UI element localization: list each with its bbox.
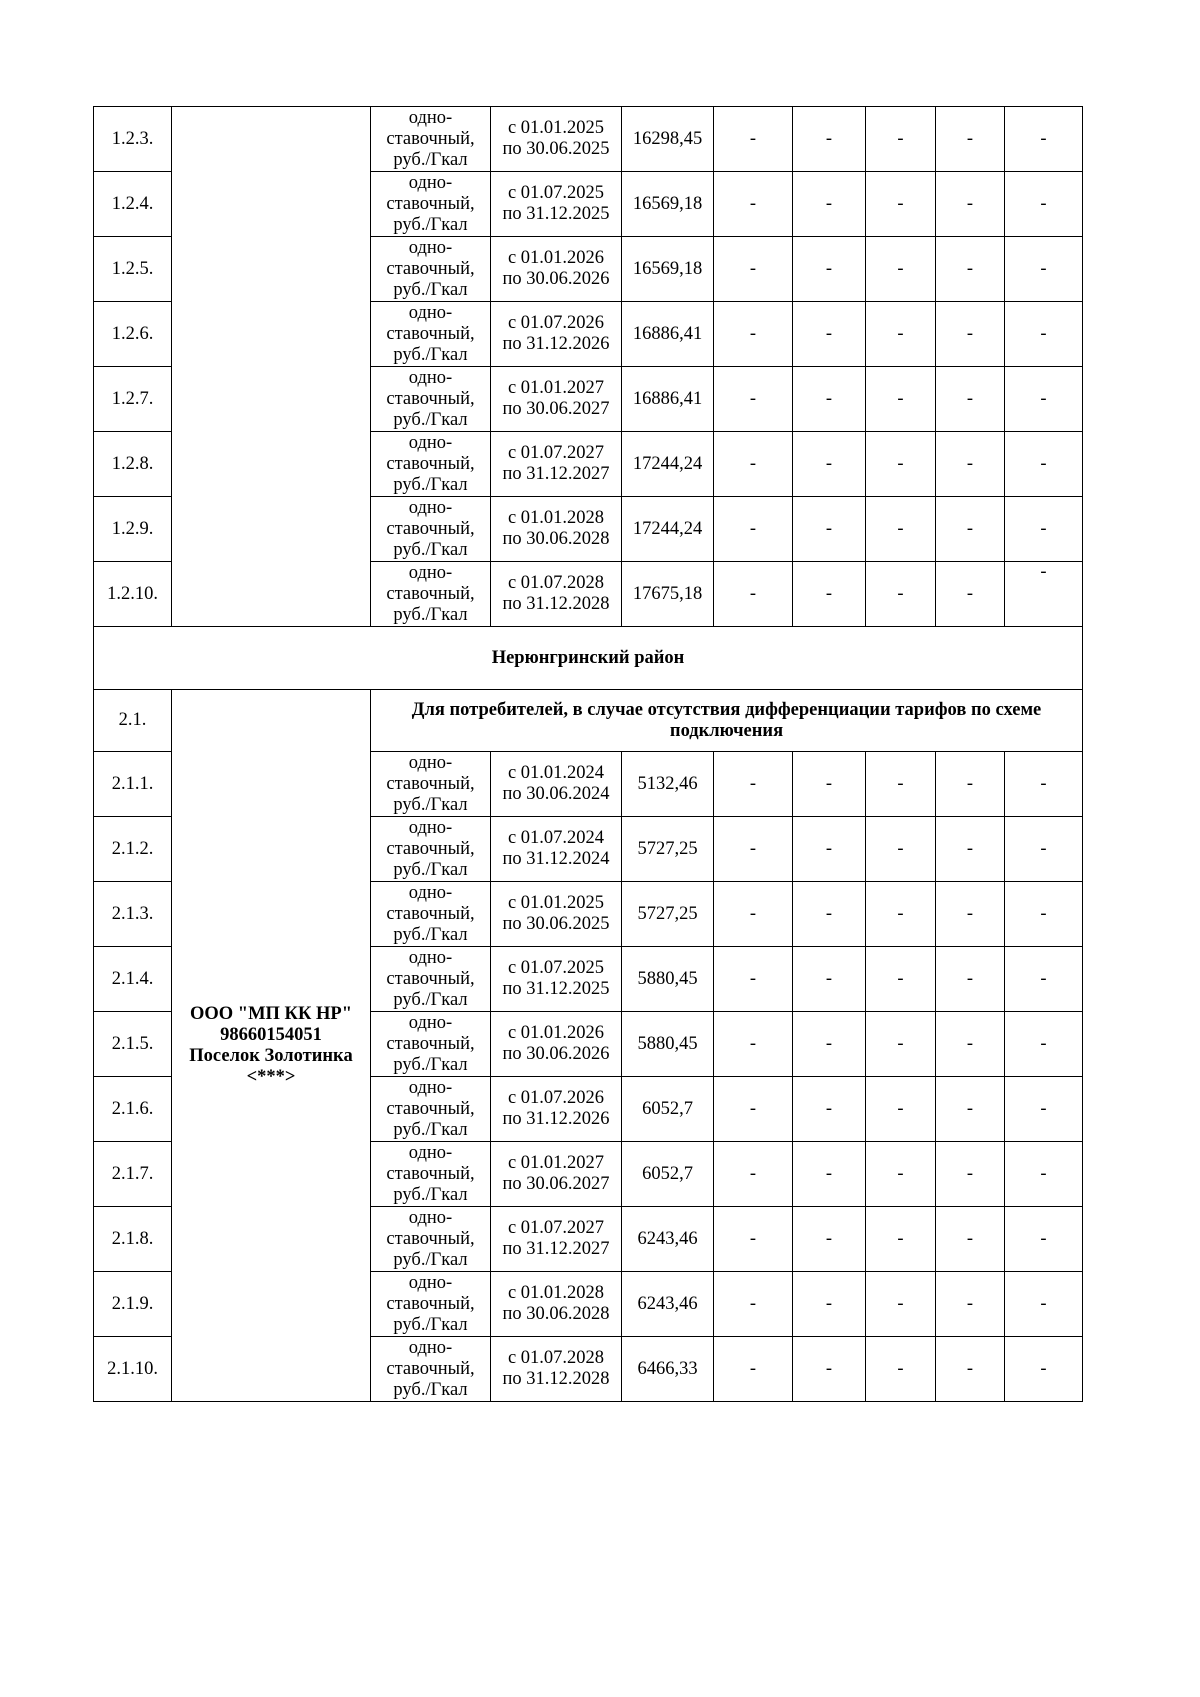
tariff-period-line: с 01.01.2027	[507, 378, 605, 398]
empty-value-dash: -	[1005, 1142, 1083, 1207]
tariff-period-line: с 01.07.2025	[507, 958, 605, 978]
empty-value-dash: -	[793, 1337, 866, 1402]
empty-value-dash: -	[1005, 1272, 1083, 1337]
empty-value-dash: -	[793, 1012, 866, 1077]
empty-value-dash: -	[936, 432, 1005, 497]
tariff-period-line: с 01.07.2027	[507, 443, 605, 463]
organization-line: ООО "МП КК НР"	[190, 1003, 352, 1024]
tariff-period-line: с 01.01.2027	[507, 1153, 605, 1173]
tariff-value: 6052,7	[622, 1142, 714, 1207]
empty-value-dash: -	[866, 1077, 936, 1142]
tariff-period-line: по 31.12.2028	[502, 1369, 610, 1389]
tariff-type-line: ставочный,	[386, 258, 475, 279]
tariff-type-line: ставочный,	[386, 323, 475, 344]
empty-value-dash: -	[1005, 562, 1083, 627]
empty-value-dash: -	[936, 1077, 1005, 1142]
empty-value-dash: -	[1005, 752, 1083, 817]
empty-value-dash: -	[866, 752, 936, 817]
empty-value-dash: -	[866, 1337, 936, 1402]
empty-value-dash: -	[936, 1337, 1005, 1402]
row-number: 1.2.3.	[94, 107, 172, 172]
tariff-period-line: по 30.06.2026	[502, 1044, 610, 1064]
tariff-period	[491, 1337, 622, 1402]
tariff-type-line: одно-	[408, 1012, 453, 1033]
empty-value-dash: -	[866, 947, 936, 1012]
empty-value-dash: -	[1005, 817, 1083, 882]
tariff-type-line: одно-	[408, 302, 453, 323]
tariff-type-line: ставочный,	[386, 518, 475, 539]
tariff-period-line: по 30.06.2025	[502, 914, 610, 934]
empty-value-dash: -	[1005, 1337, 1083, 1402]
tariff-type-line: руб./Гкал	[393, 1379, 468, 1400]
row-number: 2.1.2.	[94, 817, 172, 882]
empty-value-dash: -	[793, 1207, 866, 1272]
empty-value-dash: -	[714, 107, 793, 172]
tariff-type-line: одно-	[408, 947, 453, 968]
empty-value-dash: -	[936, 367, 1005, 432]
tariff-period-line: по 30.06.2028	[502, 529, 610, 549]
empty-value-dash: -	[1005, 1012, 1083, 1077]
empty-value-dash: -	[866, 1012, 936, 1077]
empty-value-dash: -	[936, 817, 1005, 882]
empty-value-dash: -	[714, 882, 793, 947]
tariff-period	[491, 1207, 622, 1272]
tariff-type-line: руб./Гкал	[393, 149, 468, 170]
tariff-type-line: руб./Гкал	[393, 474, 468, 495]
tariff-value: 17244,24	[622, 432, 714, 497]
organization-cell	[172, 690, 371, 1402]
empty-value-dash: -	[1005, 107, 1083, 172]
tariff-table	[93, 106, 1083, 1402]
tariff-type-line: одно-	[408, 107, 453, 128]
empty-value-dash: -	[866, 882, 936, 947]
tariff-type-line: руб./Гкал	[393, 1314, 468, 1335]
tariff-type-line: ставочный,	[386, 583, 475, 604]
row-number: 1.2.10.	[94, 562, 172, 627]
empty-value-dash: -	[1005, 1077, 1083, 1142]
section-header-row	[94, 690, 1083, 752]
row-number: 2.1.9.	[94, 1272, 172, 1337]
tariff-period-line: с 01.01.2025	[507, 893, 605, 913]
empty-value-dash: -	[866, 432, 936, 497]
tariff-type-line: одно-	[408, 1077, 453, 1098]
tariff-type-line: ставочный,	[386, 903, 475, 924]
tariff-value: 5132,46	[622, 752, 714, 817]
tariff-value: 6243,46	[622, 1207, 714, 1272]
row-number: 2.1.4.	[94, 947, 172, 1012]
tariff-type-line: одно-	[408, 172, 453, 193]
tariff-type-line: ставочный,	[386, 453, 475, 474]
tariff-period-line: с 01.01.2026	[507, 248, 605, 268]
empty-value-dash: -	[866, 1142, 936, 1207]
tariff-period-line: по 30.06.2024	[502, 784, 610, 804]
tariff-period	[491, 172, 622, 237]
tariff-type-line: одно-	[408, 497, 453, 518]
tariff-period	[491, 497, 622, 562]
tariff-type-line: ставочный,	[386, 838, 475, 859]
tariff-period-line: с 01.07.2026	[507, 1088, 605, 1108]
tariff-value: 16569,18	[622, 237, 714, 302]
tariff-period-line: по 30.06.2027	[502, 399, 610, 419]
empty-value-dash: -	[936, 172, 1005, 237]
tariff-type-line: ставочный,	[386, 1358, 475, 1379]
tariff-period-line: по 31.12.2025	[502, 204, 610, 224]
tariff-type-line: руб./Гкал	[393, 859, 468, 880]
organization-line: 98660154051	[220, 1024, 322, 1045]
tariff-type-line: одно-	[408, 1272, 453, 1293]
tariff-period	[491, 562, 622, 627]
empty-value-dash: -	[793, 432, 866, 497]
tariff-period	[491, 1077, 622, 1142]
row-number: 1.2.5.	[94, 237, 172, 302]
tariff-value: 6466,33	[622, 1337, 714, 1402]
empty-value-dash: -	[866, 237, 936, 302]
empty-value-dash: -	[714, 1077, 793, 1142]
empty-value-dash: -	[936, 752, 1005, 817]
tariff-period-line: по 31.12.2026	[502, 334, 610, 354]
tariff-type	[371, 1272, 491, 1337]
empty-value-dash: -	[714, 1012, 793, 1077]
empty-value-dash: -	[714, 1207, 793, 1272]
tariff-type	[371, 172, 491, 237]
empty-value-dash: -	[793, 947, 866, 1012]
tariff-period-line: с 01.01.2024	[507, 763, 605, 783]
organization-line: <***>	[246, 1066, 296, 1087]
district-row	[94, 627, 1083, 690]
empty-value-dash: -	[714, 432, 793, 497]
tariff-type-line: одно-	[408, 1337, 453, 1358]
tariff-period	[491, 432, 622, 497]
empty-value-dash: -	[714, 817, 793, 882]
tariff-type	[371, 367, 491, 432]
tariff-type-line: руб./Гкал	[393, 794, 468, 815]
empty-value-dash: -	[714, 1337, 793, 1402]
empty-value-dash: -	[793, 1142, 866, 1207]
tariff-period-line: по 30.06.2026	[502, 269, 610, 289]
empty-value-dash: -	[1005, 367, 1083, 432]
empty-value-dash: -	[936, 1012, 1005, 1077]
empty-value-dash: -	[1005, 947, 1083, 1012]
tariff-period-line: по 31.12.2027	[502, 464, 610, 484]
tariff-type-line: одно-	[408, 817, 453, 838]
tariff-period-line: по 31.12.2025	[502, 979, 610, 999]
empty-value-dash: -	[936, 947, 1005, 1012]
tariff-type-line: руб./Гкал	[393, 539, 468, 560]
tariff-period-line: с 01.01.2028	[507, 508, 605, 528]
tariff-value: 6243,46	[622, 1272, 714, 1337]
empty-value-dash: -	[714, 172, 793, 237]
tariff-type-line: ставочный,	[386, 1033, 475, 1054]
empty-value-dash: -	[866, 1272, 936, 1337]
empty-value-dash: -	[793, 367, 866, 432]
tariff-type	[371, 1012, 491, 1077]
tariff-type	[371, 497, 491, 562]
tariff-type-line: одно-	[408, 1207, 453, 1228]
row-number: 2.1.7.	[94, 1142, 172, 1207]
row-number: 2.1.	[94, 690, 172, 752]
tariff-period	[491, 817, 622, 882]
empty-value-dash: -	[793, 107, 866, 172]
tariff-type-line: руб./Гкал	[393, 409, 468, 430]
tariff-type-line: руб./Гкал	[393, 989, 468, 1010]
tariff-type-line: руб./Гкал	[393, 1119, 468, 1140]
empty-value-dash: -	[793, 752, 866, 817]
tariff-value: 16569,18	[622, 172, 714, 237]
tariff-period	[491, 1142, 622, 1207]
empty-value-dash: -	[714, 497, 793, 562]
tariff-period-line: по 31.12.2028	[502, 594, 610, 614]
district-header: Нерюнгринский район	[94, 627, 1083, 690]
empty-value-dash: -	[1005, 1207, 1083, 1272]
tariff-type-line: ставочный,	[386, 388, 475, 409]
empty-value-dash: -	[793, 302, 866, 367]
tariff-type	[371, 817, 491, 882]
tariff-period-line: с 01.07.2028	[507, 573, 605, 593]
tariff-period	[491, 107, 622, 172]
tariff-type-line: руб./Гкал	[393, 214, 468, 235]
row-number: 2.1.8.	[94, 1207, 172, 1272]
tariff-period-line: с 01.01.2025	[507, 118, 605, 138]
empty-value-dash: -	[936, 497, 1005, 562]
tariff-value: 6052,7	[622, 1077, 714, 1142]
empty-value-dash: -	[793, 497, 866, 562]
empty-value-dash: -	[1005, 882, 1083, 947]
empty-value-dash: -	[1005, 237, 1083, 302]
empty-value-dash: -	[714, 237, 793, 302]
empty-value-dash: -	[866, 367, 936, 432]
tariff-type-line: ставочный,	[386, 128, 475, 149]
tariff-type-line: ставочный,	[386, 1228, 475, 1249]
tariff-value: 5727,25	[622, 882, 714, 947]
tariff-type-line: руб./Гкал	[393, 279, 468, 300]
empty-value-dash: -	[866, 562, 936, 627]
empty-value-dash: -	[936, 107, 1005, 172]
empty-value-dash: -	[936, 1207, 1005, 1272]
tariff-type-line: ставочный,	[386, 1163, 475, 1184]
tariff-type-line: одно-	[408, 432, 453, 453]
empty-value-dash: -	[936, 882, 1005, 947]
tariff-type-line: руб./Гкал	[393, 1054, 468, 1075]
tariff-type	[371, 1142, 491, 1207]
empty-value-dash: -	[714, 367, 793, 432]
empty-value-dash: -	[1005, 172, 1083, 237]
tariff-period-line: с 01.07.2028	[507, 1348, 605, 1368]
tariff-period-line: с 01.07.2024	[507, 828, 605, 848]
tariff-type	[371, 1207, 491, 1272]
tariff-table-body	[94, 107, 1083, 1402]
tariff-type	[371, 947, 491, 1012]
tariff-period-line: с 01.01.2026	[507, 1023, 605, 1043]
row-number: 2.1.10.	[94, 1337, 172, 1402]
row-number: 2.1.1.	[94, 752, 172, 817]
empty-value-dash: -	[936, 237, 1005, 302]
tariff-type	[371, 237, 491, 302]
tariff-value: 17244,24	[622, 497, 714, 562]
tariff-value: 16886,41	[622, 302, 714, 367]
tariff-period	[491, 367, 622, 432]
tariff-period-line: по 31.12.2024	[502, 849, 610, 869]
tariff-type-line: руб./Гкал	[393, 924, 468, 945]
tariff-period	[491, 752, 622, 817]
empty-value-dash: -	[936, 1142, 1005, 1207]
tariff-period	[491, 1272, 622, 1337]
tariff-type	[371, 882, 491, 947]
tariff-period-line: по 30.06.2027	[502, 1174, 610, 1194]
empty-value-dash: -	[793, 1272, 866, 1337]
empty-value-dash: -	[936, 1272, 1005, 1337]
tariff-period	[491, 237, 622, 302]
tariff-type-line: одно-	[408, 237, 453, 258]
empty-value-dash: -	[714, 752, 793, 817]
tariff-type-line: руб./Гкал	[393, 1249, 468, 1270]
empty-value-dash: -	[714, 562, 793, 627]
row-number: 1.2.9.	[94, 497, 172, 562]
tariff-period-line: с 01.07.2026	[507, 313, 605, 333]
consumer-category-header: Для потребителей, в случае отсутствия дифференциации тарифов по схеме подключения	[371, 690, 1083, 752]
tariff-period	[491, 882, 622, 947]
tariff-type-line: одно-	[408, 367, 453, 388]
tariff-value: 5727,25	[622, 817, 714, 882]
empty-value-dash: -	[793, 1077, 866, 1142]
tariff-period	[491, 947, 622, 1012]
organization-line: Поселок Золотинка	[189, 1045, 353, 1066]
tariff-type-line: одно-	[408, 562, 453, 583]
row-number: 1.2.8.	[94, 432, 172, 497]
tariff-type	[371, 562, 491, 627]
row-number: 1.2.4.	[94, 172, 172, 237]
empty-value-dash: -	[1005, 432, 1083, 497]
row-number: 2.1.5.	[94, 1012, 172, 1077]
empty-value-dash: -	[793, 172, 866, 237]
tariff-type-line: руб./Гкал	[393, 1184, 468, 1205]
tariff-type	[371, 302, 491, 367]
tariff-period	[491, 302, 622, 367]
tariff-type	[371, 752, 491, 817]
row-number: 1.2.6.	[94, 302, 172, 367]
tariff-period-line: по 31.12.2027	[502, 1239, 610, 1259]
tariff-type-line: ставочный,	[386, 193, 475, 214]
tariff-type	[371, 107, 491, 172]
tariff-period-line: по 30.06.2028	[502, 1304, 610, 1324]
tariff-period-line: с 01.01.2028	[507, 1283, 605, 1303]
empty-value-dash: -	[1005, 302, 1083, 367]
empty-value-dash: -	[714, 1142, 793, 1207]
empty-value-dash: -	[866, 302, 936, 367]
tariff-type-line: одно-	[408, 882, 453, 903]
tariff-value: 5880,45	[622, 1012, 714, 1077]
tariff-value: 16298,45	[622, 107, 714, 172]
empty-value-dash: -	[866, 817, 936, 882]
tariff-period-line: по 30.06.2025	[502, 139, 610, 159]
tariff-type-line: ставочный,	[386, 968, 475, 989]
tariff-type-line: руб./Гкал	[393, 604, 468, 625]
tariff-type	[371, 1337, 491, 1402]
tariff-period	[491, 1012, 622, 1077]
empty-value-dash: -	[936, 302, 1005, 367]
empty-value-dash: -	[866, 107, 936, 172]
tariff-type	[371, 432, 491, 497]
tariff-type-line: одно-	[408, 1142, 453, 1163]
tariff-type	[371, 1077, 491, 1142]
tariff-period-line: с 01.07.2027	[507, 1218, 605, 1238]
tariff-type-line: одно-	[408, 752, 453, 773]
tariff-type-line: ставочный,	[386, 773, 475, 794]
tariff-type-line: руб./Гкал	[393, 344, 468, 365]
empty-value-dash: -	[866, 1207, 936, 1272]
tariff-value: 5880,45	[622, 947, 714, 1012]
empty-value-dash: -	[714, 302, 793, 367]
row-number: 2.1.6.	[94, 1077, 172, 1142]
empty-value-dash: -	[793, 562, 866, 627]
empty-value-dash: -	[714, 947, 793, 1012]
tariff-value: 17675,18	[622, 562, 714, 627]
empty-value-dash: -	[793, 882, 866, 947]
empty-value-dash: -	[936, 562, 1005, 627]
tariff-value: 16886,41	[622, 367, 714, 432]
empty-value-dash: -	[1005, 497, 1083, 562]
tariff-period-line: с 01.07.2025	[507, 183, 605, 203]
tariff-type-line: ставочный,	[386, 1293, 475, 1314]
tariff-period-line: по 31.12.2026	[502, 1109, 610, 1129]
empty-value-dash: -	[714, 1272, 793, 1337]
empty-value-dash: -	[793, 237, 866, 302]
organization-cell-blank	[172, 107, 371, 627]
row-number: 2.1.3.	[94, 882, 172, 947]
empty-value-dash: -	[866, 497, 936, 562]
empty-value-dash: -	[793, 817, 866, 882]
table-row	[94, 107, 1083, 172]
row-number: 1.2.7.	[94, 367, 172, 432]
empty-value-dash: -	[866, 172, 936, 237]
tariff-type-line: ставочный,	[386, 1098, 475, 1119]
